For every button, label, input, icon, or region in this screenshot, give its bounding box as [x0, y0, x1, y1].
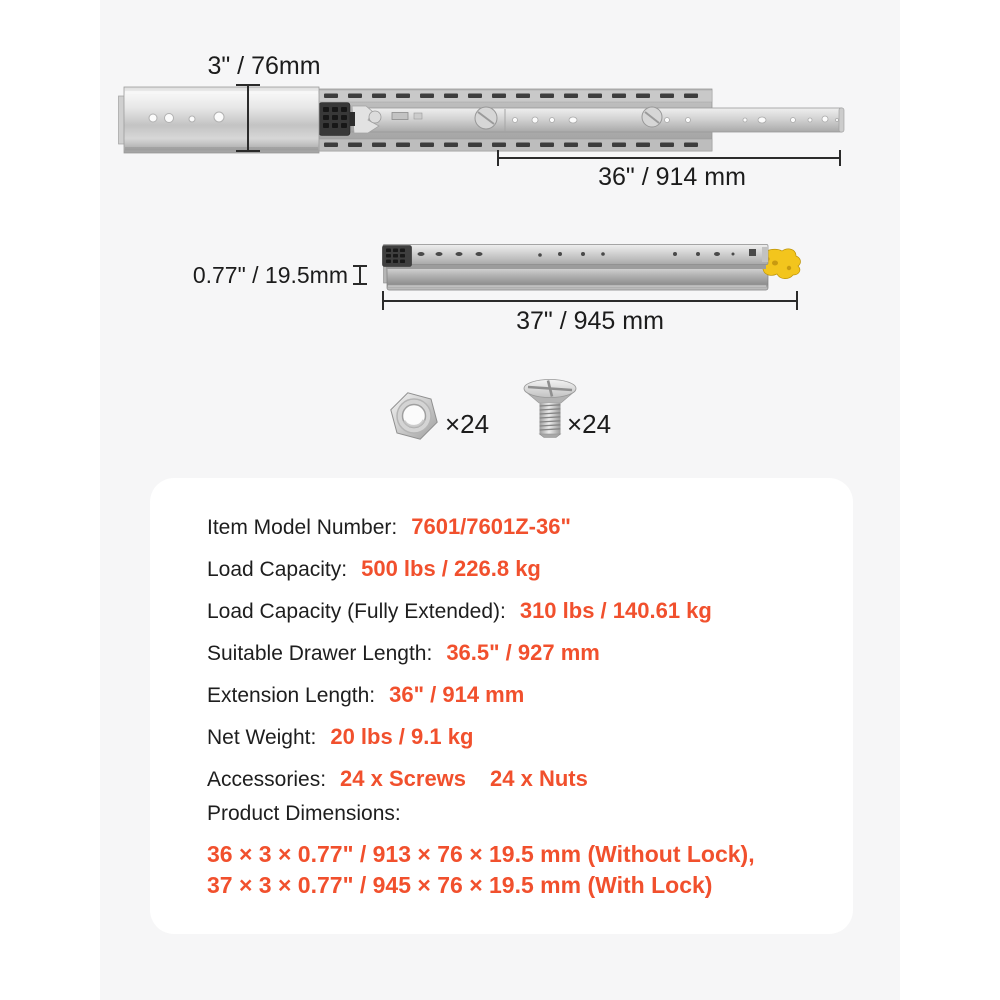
spec-value: 36" / 914 mm [389, 682, 525, 707]
spec-value: 310 lbs / 140.61 kg [519, 598, 712, 623]
spec-label: Load Capacity: [207, 558, 348, 581]
spec-label: Product Dimensions: [207, 802, 401, 825]
spec-value: 24 x Screws [340, 766, 467, 791]
spec-value: 500 lbs / 226.8 kg [361, 556, 541, 581]
product-dimensions-without-lock: 36 × 3 × 0.77" / 913 × 76 × 19.5 mm (Without Lock), [207, 841, 755, 867]
spec-row-product-dimensions [207, 801, 833, 827]
closed-slide-thickness-label: 0.77" / 19.5mm [192, 262, 348, 288]
nut-count-label: ×24 [445, 409, 490, 439]
spec-row-net-weight [207, 724, 833, 750]
extended-slide-height-label: 3" / 76mm [207, 52, 321, 80]
spec-row-accessories [207, 766, 833, 792]
spec-label: Item Model Number: [207, 516, 398, 539]
spec-row-model [207, 514, 833, 540]
spec-value: 7601/7601Z-36" [411, 514, 571, 539]
screw-count-label: ×24 [567, 409, 612, 439]
spec-label: Extension Length: [207, 684, 376, 707]
spec-card [150, 478, 853, 934]
height-dimension-line [236, 84, 260, 152]
spec-row-extension-length [207, 682, 833, 708]
hex-nut-icon [388, 389, 442, 443]
product-dimensions-with-lock: 37 × 3 × 0.77" / 945 × 76 × 19.5 mm (With Lock) [207, 872, 713, 898]
closed-slide-length-label: 37" / 945 mm [516, 307, 664, 335]
spec-value-secondary: 24 x Nuts [490, 766, 588, 791]
extended-slide-length-label: 36" / 914 mm [598, 163, 746, 191]
spec-label: Load Capacity (Fully Extended): [207, 600, 506, 623]
spec-label: Suitable Drawer Length: [207, 642, 433, 665]
spec-value: 36.5" / 927 mm [446, 640, 600, 665]
spec-label: Net Weight: [207, 726, 317, 749]
thickness-dimension-symbol [353, 265, 367, 285]
spec-row-load-capacity-extended [207, 598, 833, 624]
spec-label: Accessories: [207, 768, 327, 791]
spec-row-drawer-length [207, 640, 833, 666]
spec-row-load-capacity [207, 556, 833, 582]
spec-value: 20 lbs / 9.1 kg [330, 724, 474, 749]
